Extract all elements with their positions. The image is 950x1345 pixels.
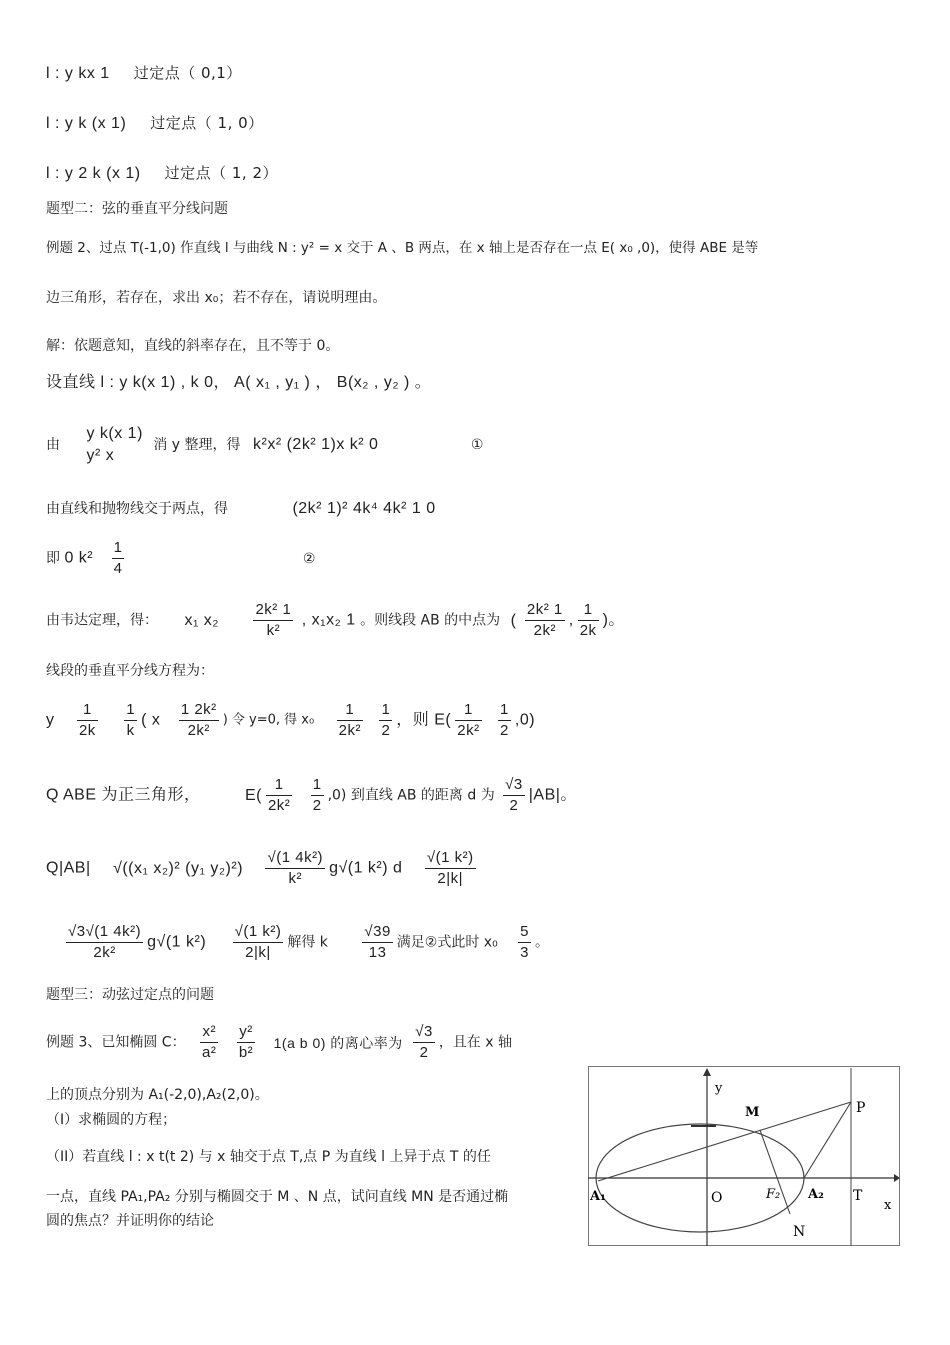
pb-frac5-den: 2 (381, 722, 391, 739)
pb-E-frac2-num: 1 (498, 700, 511, 721)
midpoint-text: 。则线段 AB 的中点为 (360, 612, 501, 629)
chord-frac1-num: √(1 4k²) (265, 848, 325, 869)
example2-line1: 例题 2、过点 T(-1,0) 作直线 l 与曲线 N : y² = x 交于 A 、B 两点，在 x 轴上是否存在一点 E( x₀ ,0)，使得 ABE 是等 (46, 240, 759, 256)
solution-intro: 解：依题意知，直线的斜率存在，且不等于 0。 (46, 338, 340, 354)
eq-E-frac1-den: 2k² (267, 797, 291, 814)
midpoint-y-num: 1 (578, 600, 599, 621)
vieta-line: 由韦达定理，得： x₁ x₂ $\frac{\text{2k² 1}}{\text{k²}}$ , x₁x₂ 1 。则线段 AB 的中点为 ( $\frac{\text{2k² 1}}{\text{2k²}}$ , $\frac{1}{2k}$ )。 (46, 601, 625, 639)
chord-frac2-den: 2|k| (437, 870, 464, 887)
pb-E-frac1-den: 2k² (457, 722, 480, 739)
pb-frac1-den: 2k (78, 722, 96, 739)
line-eq-1 (46, 63, 242, 84)
question-2-line1: （II）若直线 l : x t(t 2) 与 x 轴交于点 T,点 P 为直线 l 上异于点 T 的任 (46, 1149, 491, 1165)
distance-AB: |AB|。 (528, 786, 577, 804)
ellipse-y-den: b² (238, 1044, 254, 1061)
chord-times-d: g√(1 k²) d (329, 859, 403, 877)
eq-E-frac1-num: 1 (266, 775, 292, 796)
pb-frac4-num: 1 (337, 700, 363, 721)
pb-E-close: ,0) (514, 711, 536, 729)
solve-frac1-den: 2k² (93, 944, 116, 961)
k-range-pre: 即 (46, 550, 60, 567)
k-range-num: 1 (112, 538, 125, 559)
line-eq-3-note: 过定点（ 1, 2） (164, 164, 279, 182)
equilateral-E-open: E( (244, 786, 262, 804)
pb-frac2-num: 1 (124, 700, 137, 721)
label-x: x (884, 1198, 892, 1213)
label-O: O (711, 1190, 723, 1206)
chord-length-line (46, 848, 480, 889)
midpoint-x-num: 2k² 1 (525, 600, 565, 621)
vieta-pre: 由韦达定理，得： (46, 612, 158, 629)
vieta-product: , x₁x₂ 1 (301, 611, 356, 629)
question-1: （I）求椭圆的方程； (46, 1112, 177, 1128)
eccentricity-num: √3 (413, 1022, 435, 1043)
equation-tag-2: ② (302, 550, 316, 567)
equilateral-text: Q ABE 为正三角形， (46, 786, 201, 804)
question-2-line2: 一点，直线 PA₁,PA₂ 分别与椭圆交于 M 、N 点，试问直线 MN 是否通过椭 (46, 1189, 509, 1205)
distance-text: ,0) 到直线 AB 的距离 d 为 (327, 787, 495, 804)
line-eq-2-note: 过定点（ 1, 0） (150, 114, 264, 132)
system-pre: 由 (46, 437, 60, 453)
discriminant-formula: (2k² 1)² 4k⁴ 4k² 1 0 (292, 500, 436, 517)
ellipse-condition: 1(a b 0) 的离心率为 (273, 1034, 403, 1051)
solve-k-num: √39 (362, 922, 392, 943)
chord-sqrt: √((x₁ x₂)² (y₁ y₂)²) (113, 859, 244, 877)
distance-coef-num: √3 (503, 775, 525, 796)
ellipse-y-num: y² (237, 1022, 255, 1043)
chord-AB: Q|AB| (46, 859, 91, 877)
ellipse-figure (588, 1066, 900, 1246)
solve-x0-text: 满足②式此时 x₀ (396, 934, 498, 951)
pb-x-open: ( x (141, 711, 161, 729)
system-bottom-eq: y² x (86, 447, 115, 464)
line-eq-1-formula: l : y kx 1 (46, 65, 110, 82)
line-eq-2 (46, 113, 264, 134)
vieta-sum: x₁ x₂ (184, 611, 220, 629)
line-eq-1-note: 过定点（ 0,1） (133, 64, 242, 82)
solve-times: g√(1 k²) (147, 933, 207, 951)
label-A1: A₁ (590, 1189, 606, 1204)
example3-line2: 上的顶点分别为 A₁(-2,0),A₂(2,0)。 (46, 1087, 269, 1103)
example3-prefix: 例题 3、已知椭圆 C： (46, 1034, 186, 1051)
eq-E-frac2-den: 2 (312, 797, 322, 814)
section3-heading: 题型三：动弦过定点的问题 (46, 987, 214, 1003)
label-T: T (853, 1188, 863, 1204)
pb-then-E: ，则 E( (396, 711, 452, 729)
chord-frac1-den: k² (288, 870, 303, 887)
midpoint-x-den: 2k² (533, 622, 556, 639)
label-N: N (793, 1224, 806, 1240)
solve-k-text: 解得 k (287, 934, 328, 951)
pb-frac2-den: k (126, 722, 135, 739)
label-y: y (715, 1081, 723, 1096)
pb-E-frac2-den: 2 (500, 722, 509, 739)
eccentricity-den: 2 (419, 1044, 429, 1061)
solve-x0-num: 5 (518, 922, 531, 943)
solve-k-den: 13 (368, 944, 387, 961)
label-M: M (745, 1105, 760, 1120)
discriminant-line (46, 499, 436, 519)
question-2-line3: 圆的焦点？并证明你的结论 (46, 1213, 214, 1229)
k-range-den: 4 (113, 560, 123, 577)
solution-set-line (46, 373, 431, 393)
solve-x0-den: 3 (520, 944, 529, 961)
equation-tag-1: ① (470, 437, 484, 453)
perp-bisector-heading: 线段的垂直平分线方程为： (46, 663, 214, 679)
ellipse-x-den: a² (202, 1044, 217, 1061)
figure-frame (589, 1067, 900, 1246)
solution-set-line-text: 设直线 l : y k(x 1) , k 0， A( x₁ , y₁ ) ， B(x₂ , y₂ ) 。 (46, 374, 432, 391)
solve-frac2-num: √(1 k²) (233, 922, 284, 943)
system-mid-text: 消 y 整理，得 (153, 437, 241, 453)
line-eq-3 (46, 163, 278, 184)
solve-frac2-den: 2|k| (245, 944, 271, 961)
midpoint-y-den: 2k (579, 622, 597, 639)
quadratic-equation: k²x² (2k² 1)x k² 0 (253, 436, 379, 453)
pb-E-frac1-num: 1 (455, 700, 481, 721)
system-top-eq: y k(x 1) (86, 425, 143, 442)
pb-frac5-num: 1 (379, 700, 392, 721)
line-eq-2-formula: l : y k (x 1) (46, 115, 127, 132)
pb-set-y0: ) 令 y=0, 得 x₀ (222, 712, 315, 728)
pb-y: y (46, 711, 55, 729)
example3-line1 (46, 1022, 512, 1063)
label-P: P (856, 1100, 866, 1116)
section2-heading: 题型二：弦的垂直平分线问题 (46, 201, 228, 217)
pb-frac4-den: 2k² (338, 722, 361, 739)
pb-frac3-num: 1 2k² (179, 700, 219, 721)
perp-bisector-eq (46, 700, 535, 741)
ellipse-x-num: x² (200, 1022, 218, 1043)
equilateral-line (46, 775, 577, 816)
system-of-equations (46, 423, 483, 467)
solve-end: 。 (535, 934, 549, 951)
label-F2: F₂ (766, 1187, 781, 1202)
distance-coef-den: 2 (509, 797, 519, 814)
pb-frac3-den: 2k² (187, 722, 210, 739)
pb-frac1-num: 1 (77, 700, 98, 721)
k-range-formula: 0 k² (64, 549, 94, 567)
k-range-line (46, 538, 315, 579)
example3-suffix: ，且在 x 轴 (438, 1034, 512, 1051)
example2-line2: 边三角形，若存在，求出 x₀；若不存在，请说明理由。 (46, 290, 387, 306)
solve-frac1-num: √3√(1 4k²) (66, 922, 143, 943)
solve-k-line (62, 922, 549, 963)
line-eq-3-formula: l : y 2 k (x 1) (46, 165, 141, 182)
label-A2: A₂ (808, 1187, 824, 1202)
vieta-den: k² (266, 622, 281, 639)
discriminant-pre: 由直线和抛物线交于两点，得 (46, 501, 228, 517)
vieta-num: 2k² 1 (253, 600, 293, 621)
eq-E-frac2-num: 1 (311, 775, 324, 796)
chord-frac2-num: √(1 k²) (425, 848, 476, 869)
